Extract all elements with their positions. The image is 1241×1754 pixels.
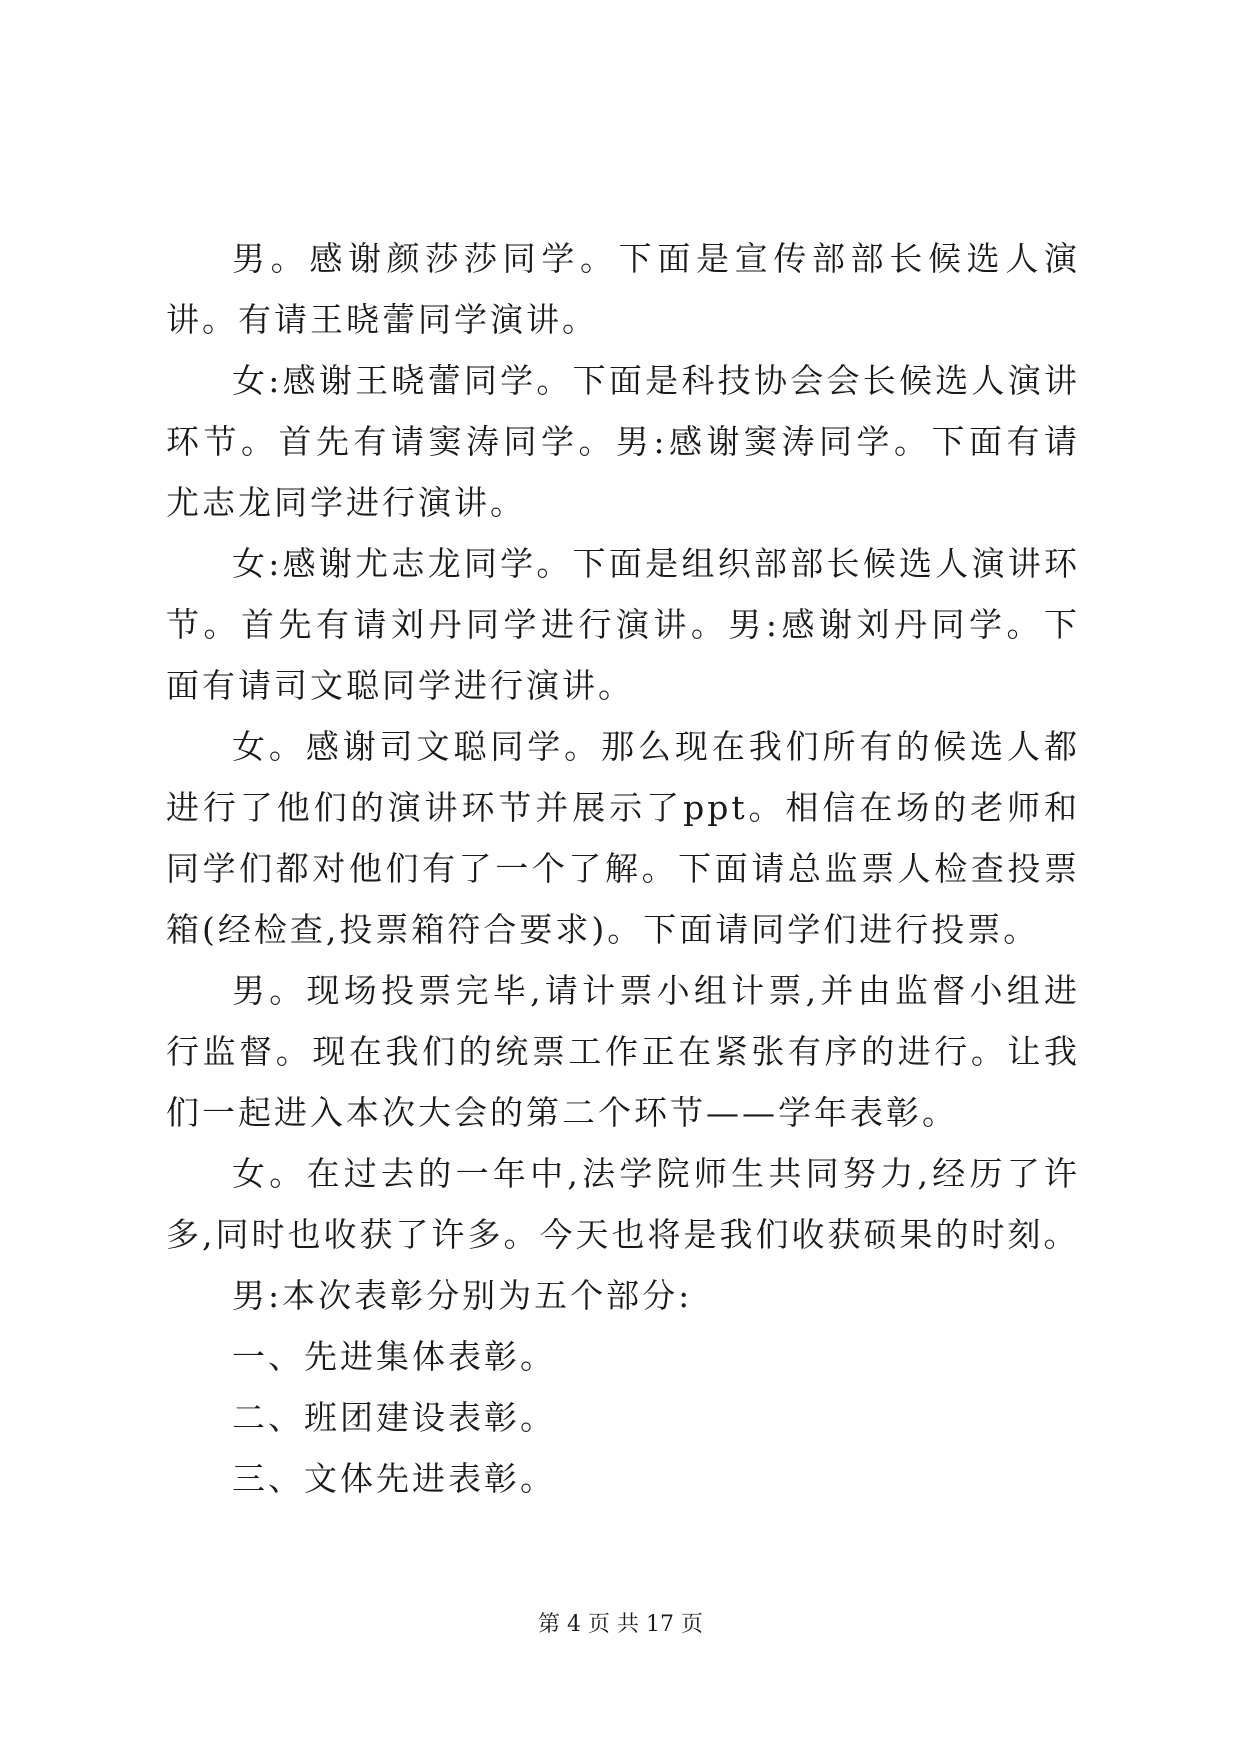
page-number-footer: 第 4 页 共 17 页 (538, 1612, 703, 1637)
paragraph: 男。感谢颜莎莎同学。下面是宣传部部长候选人演讲。有请王晓蕾同学演讲。 (166, 239, 1080, 339)
paragraph: 女。在过去的一年中,法学院师生共同努力,经历了许多,同时也收获了许多。今天也将是我们收获硕果的时刻。 (166, 1154, 1080, 1254)
paragraph: 女:感谢王晓蕾同学。下面是科技协会会长候选人演讲环节。首先有请窦涛同学。男:感谢窦涛同学。下面有请尤志龙同学进行演讲。 (166, 361, 1080, 522)
list-item: 三、文体先进表彰。 (232, 1459, 556, 1498)
paragraph: 女。感谢司文聪同学。那么现在我们所有的候选人都进行了他们的演讲环节并展示了ppt。相信在场的老师和同学们都对他们有了一个了解。下面请总监票人检查投票箱(经检查,投票箱符合要求)。下面请同学们进行投票。 (166, 727, 1080, 949)
paragraph: 男。现场投票完毕,请计票小组计票,并由监督小组进行监督。现在我们的统票工作正在紧张有序的进行。让我们一起进入本次大会的第二个环节——学年表彰。 (166, 971, 1080, 1132)
list-item: 二、班团建设表彰。 (232, 1398, 556, 1437)
document-body (166, 228, 1080, 1509)
paragraph: 女:感谢尤志龙同学。下面是组织部部长候选人演讲环节。首先有请刘丹同学进行演讲。男:感谢刘丹同学。下面有请司文聪同学进行演讲。 (166, 544, 1080, 705)
paragraph: 男:本次表彰分别为五个部分: (232, 1276, 693, 1315)
list-item: 一、先进集体表彰。 (232, 1337, 556, 1376)
